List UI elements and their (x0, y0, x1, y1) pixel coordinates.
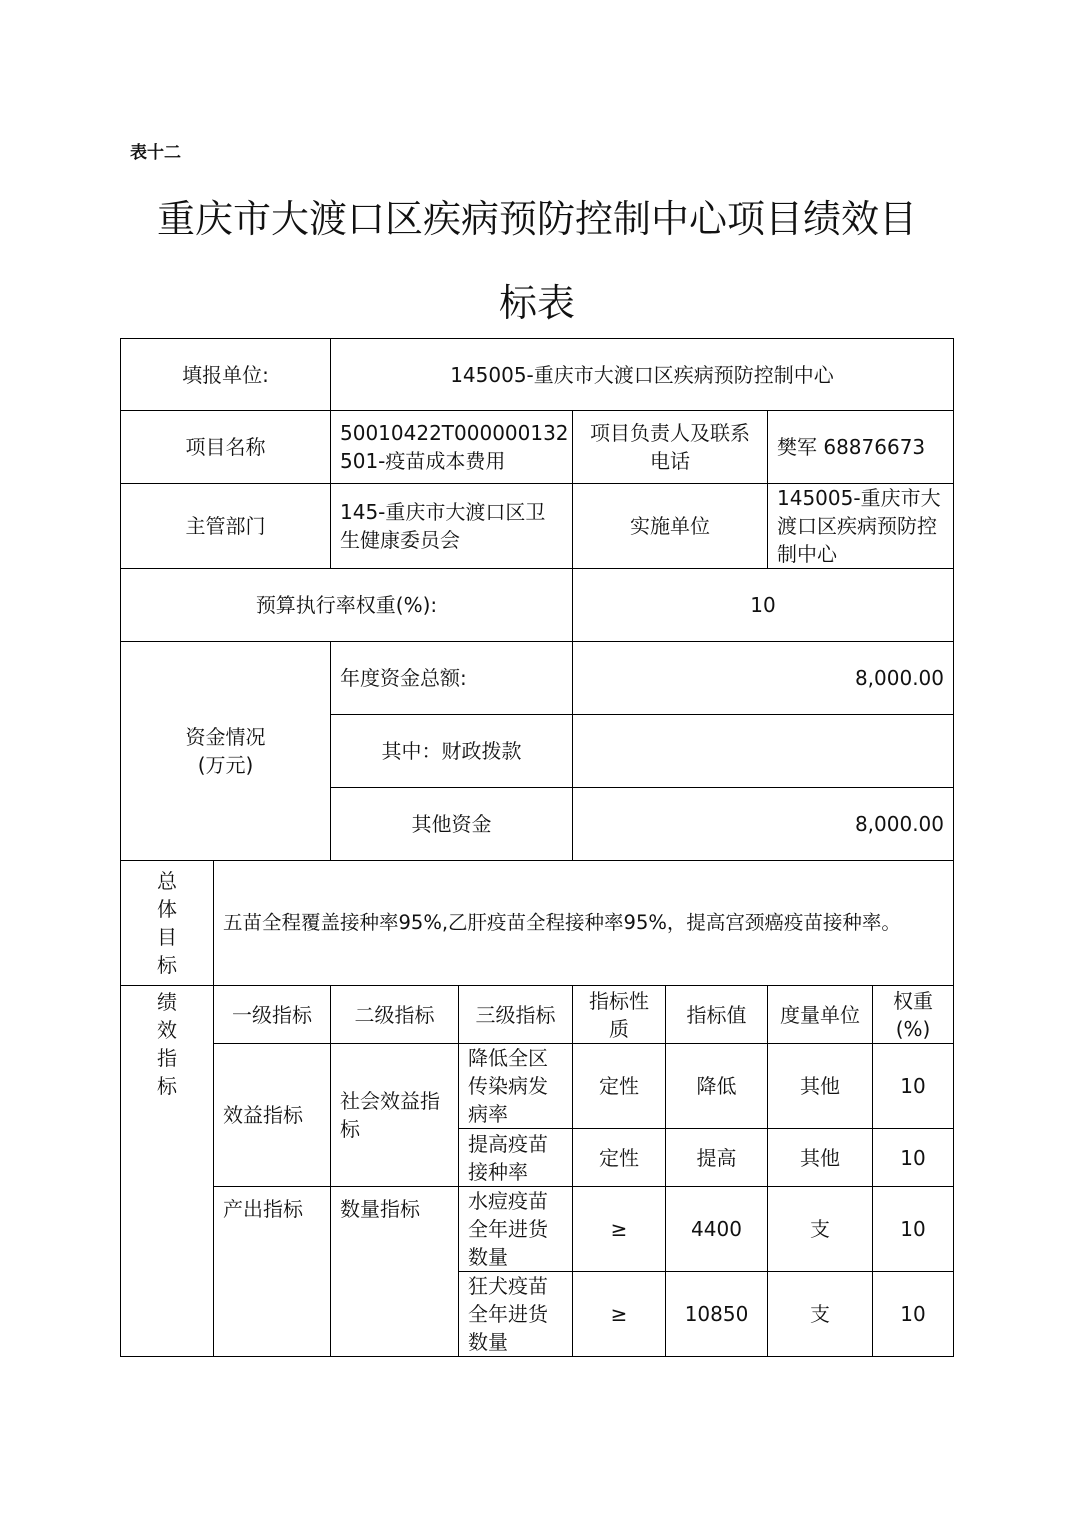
header-level2: 二级指标 (330, 985, 459, 1044)
table-row-weight: 10 (872, 1128, 954, 1187)
table-row-nature: ≥ (572, 1271, 666, 1357)
page-title-line2: 标表 (498, 281, 575, 325)
funds-total-value: 8,000.00 (572, 641, 954, 715)
header-level3: 三级指标 (458, 985, 573, 1044)
table-row-weight: 10 (872, 1186, 954, 1272)
overall-goal-text: 五苗全程覆盖接种率95%,乙肝疫苗全程接种率95%，提高宫颈癌疫苗接种率。 (213, 860, 954, 986)
table-row-weight: 10 (872, 1271, 954, 1357)
group2-level1: 产出指标 (213, 1186, 331, 1357)
table-row-unit: 其他 (767, 1128, 873, 1187)
project-name-line1: 50010422T000000132 (340, 421, 569, 445)
contact-label: 项目负责人及联系电话 (572, 410, 768, 484)
project-name-line2: 501-疫苗成本费用 (340, 449, 506, 473)
reporting-unit-value: 145005-重庆市大渡口区疾病预防控制中心 (330, 338, 954, 411)
table-row-level3: 狂犬疫苗全年进货数量 (458, 1271, 573, 1357)
header-value: 指标值 (665, 985, 768, 1044)
table-row-level3: 水痘疫苗全年进货数量 (458, 1186, 573, 1272)
department-value: 145-重庆市大渡口区卫生健康委员会 (330, 483, 573, 569)
group1-level1: 效益指标 (213, 1043, 331, 1187)
funds-section-label (120, 641, 331, 861)
funds-fiscal-label: 其中：财政拨款 (330, 714, 573, 788)
table-number: 表十二 (130, 143, 181, 163)
contact-value: 樊军 68876673 (767, 410, 954, 484)
header-weight: 权重(%) (872, 985, 954, 1044)
table-row-unit: 支 (767, 1271, 873, 1357)
table-row-unit: 其他 (767, 1043, 873, 1129)
reporting-unit-label: 填报单位: (120, 338, 331, 411)
budget-weight-label: 预算执行率权重(%): (120, 568, 573, 642)
table-row-value: 4400 (665, 1186, 768, 1272)
table-row-level3: 降低全区传染病发病率 (458, 1043, 573, 1129)
funds-label-line2: (万元) (197, 753, 254, 777)
overall-goal-label: 总体目标 (120, 860, 214, 986)
header-unit: 度量单位 (767, 985, 873, 1044)
group2-level2: 数量指标 (330, 1186, 459, 1357)
table-row-nature: 定性 (572, 1128, 666, 1187)
funds-total-label: 年度资金总额: (330, 641, 573, 715)
table-row-value: 提高 (665, 1128, 768, 1187)
table-row-nature: 定性 (572, 1043, 666, 1129)
header-nature: 指标性质 (572, 985, 666, 1044)
funds-label-line1: 资金情况 (185, 725, 266, 749)
group1-level2: 社会效益指标 (330, 1043, 459, 1187)
project-name-label: 项目名称 (120, 410, 331, 484)
funds-other-value: 8,000.00 (572, 787, 954, 861)
department-label: 主管部门 (120, 483, 331, 569)
implementing-unit-value: 145005-重庆市大渡口区疾病预防控制中心 (767, 483, 954, 569)
funds-fiscal-value (572, 714, 954, 788)
table-row-unit: 支 (767, 1186, 873, 1272)
indicators-section-label: 绩效指标 (120, 985, 214, 1357)
implementing-unit-label: 实施单位 (572, 483, 768, 569)
page-title-line1: 重庆市大渡口区疾病预防控制中心项目绩效目 (156, 197, 917, 241)
header-level1: 一级指标 (213, 985, 331, 1044)
table-row-value: 10850 (665, 1271, 768, 1357)
project-name-value (330, 410, 573, 484)
table-row-value: 降低 (665, 1043, 768, 1129)
table-row-nature: ≥ (572, 1186, 666, 1272)
funds-other-label: 其他资金 (330, 787, 573, 861)
table-row-level3: 提高疫苗接种率 (458, 1128, 573, 1187)
table-row-weight: 10 (872, 1043, 954, 1129)
budget-weight-value: 10 (572, 568, 954, 642)
